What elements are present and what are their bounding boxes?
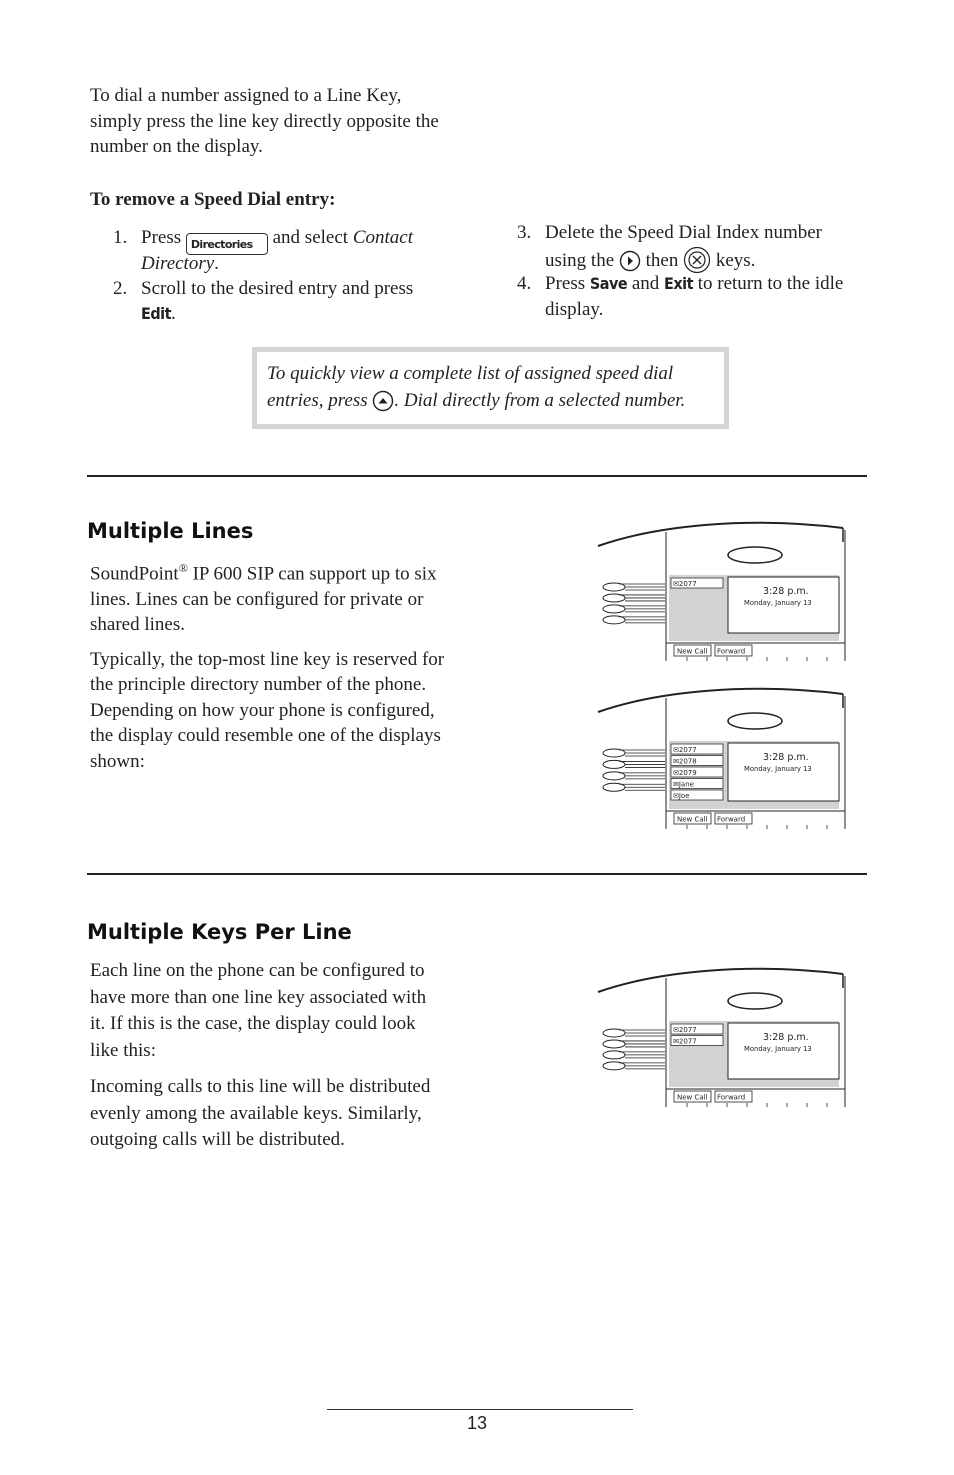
clock-date: Monday, January 13 xyxy=(744,1045,812,1053)
exit-softkey-label: Exit xyxy=(664,274,693,293)
body-text: Incoming calls to this line will be distributed xyxy=(90,1076,431,1097)
multiple-keys-text xyxy=(90,958,500,1154)
body-text: shared lines. xyxy=(90,614,185,636)
phone-housing-outline xyxy=(598,969,843,992)
intro-line: simply press the line key directly opposite the xyxy=(90,110,439,132)
step-text: then xyxy=(645,250,679,271)
phone-display-illustration xyxy=(595,964,847,1109)
body-text: like this: xyxy=(90,1039,156,1061)
logo-oval xyxy=(728,713,782,729)
softkey-label: Forward xyxy=(717,647,746,656)
step-text: . xyxy=(170,303,176,324)
step-text: keys. xyxy=(715,250,756,271)
clock-time: 3:28 p.m. xyxy=(763,1032,809,1043)
clock-time: 3:28 p.m. xyxy=(763,752,809,763)
phone-display-illustration xyxy=(595,518,847,663)
remove-speed-dial-heading: To remove a Speed Dial entry: xyxy=(90,189,336,210)
step-text: Press xyxy=(141,227,182,248)
softkey-label: Forward xyxy=(717,1093,746,1102)
logo-oval xyxy=(728,547,782,563)
line-key-lead xyxy=(619,750,665,756)
tip-line: entries, press xyxy=(267,390,368,411)
step-text: Press xyxy=(545,273,586,294)
phone-housing-outline xyxy=(598,689,843,712)
up-arrow-key-icon xyxy=(372,390,394,412)
line-label: ✉2078 xyxy=(673,757,697,766)
tip-line: To quickly view a complete list of assigned speed dial xyxy=(267,363,674,384)
step-text-italic: Contact xyxy=(352,227,413,248)
footer-rule xyxy=(327,1409,633,1410)
step-text: Scroll to the desired entry and press xyxy=(141,278,414,299)
line-key-lead xyxy=(619,606,665,612)
phone-housing-outline xyxy=(598,523,843,546)
softkey-label: New Call xyxy=(677,815,708,824)
softkey-label: New Call xyxy=(677,1093,708,1102)
step-text: using the xyxy=(545,250,615,271)
multiple-keys-heading: Multiple Keys Per Line xyxy=(87,920,352,944)
step-text: Delete the Speed Dial Index number xyxy=(545,222,822,243)
step-number: 3. xyxy=(517,222,532,243)
body-text: Each line on the phone can be configured to xyxy=(90,960,425,981)
line-key-lead xyxy=(619,584,665,590)
clock-date: Monday, January 13 xyxy=(744,599,812,607)
line-label: ✉2079 xyxy=(673,769,697,777)
body-text: the display could resemble one of the displays xyxy=(90,725,441,747)
line-key-lead xyxy=(619,1052,665,1058)
line-key-lead xyxy=(619,761,665,767)
line-key-lead xyxy=(619,617,665,623)
body-text: Depending on how your phone is configured, xyxy=(90,699,435,721)
body-text: shown: xyxy=(90,750,145,772)
line-label: ✉2077 xyxy=(673,746,697,754)
softkey-label: New Call xyxy=(677,647,708,656)
line-label: ✉Joe xyxy=(673,792,690,800)
line-key-lead xyxy=(619,1030,665,1036)
step-text: . xyxy=(214,253,219,274)
page-number: 13 xyxy=(466,1413,488,1433)
edit-softkey-label: Edit xyxy=(141,304,171,323)
section-divider xyxy=(87,475,867,477)
body-text: it. If this is the case, the display could look xyxy=(90,1013,416,1034)
line-key-lead xyxy=(619,773,665,779)
tip-line: . Dial directly from a selected number. xyxy=(394,390,686,411)
body-text: outgoing calls will be distributed. xyxy=(90,1129,345,1150)
registered-mark: ® xyxy=(178,561,188,575)
line-key-lead xyxy=(619,1063,665,1069)
step-text: and select xyxy=(272,227,349,248)
brand-name: SoundPoint xyxy=(90,563,179,585)
line-label: ✉2077 xyxy=(673,1026,697,1034)
body-text: Typically, the top-most line key is reserved for xyxy=(90,648,445,670)
section-divider xyxy=(87,873,867,875)
step-text: display. xyxy=(545,299,604,320)
intro-line: To dial a number assigned to a Line Key, xyxy=(90,85,402,106)
step-number: 4. xyxy=(517,273,532,294)
clock-date: Monday, January 13 xyxy=(744,765,812,773)
phone-display-illustration xyxy=(595,684,847,831)
line-label: ✉Jane xyxy=(673,780,694,789)
step-number: 1. xyxy=(113,227,128,248)
step-text: and xyxy=(631,273,660,294)
body-text: have more than one line key associated with xyxy=(90,986,427,1008)
multiple-lines-text xyxy=(90,556,490,774)
multiple-lines-heading: Multiple Lines xyxy=(87,519,254,543)
body-text: evenly among the available keys. Similarly, xyxy=(90,1102,422,1124)
remove-steps-right xyxy=(517,220,877,330)
step-number: 2. xyxy=(113,278,128,299)
softkey-label: Forward xyxy=(717,815,746,824)
save-softkey-label: Save xyxy=(589,274,628,293)
right-arrow-key-icon xyxy=(619,250,641,272)
clock-time: 3:28 p.m. xyxy=(763,586,809,597)
step-text: to return to the idle xyxy=(697,273,844,294)
line-key-lead xyxy=(619,784,665,790)
tip-note-box xyxy=(252,347,729,429)
line-label: ✉2077 xyxy=(673,1037,697,1046)
line-label: ✉2077 xyxy=(673,580,697,588)
body-text: lines. Lines can be configured for private or xyxy=(90,588,424,610)
intro-line: number on the display. xyxy=(90,136,263,157)
line-key-lead xyxy=(619,1041,665,1047)
remove-steps-left xyxy=(113,225,473,325)
delete-key-icon xyxy=(683,246,711,274)
line-key-lead xyxy=(619,595,665,601)
body-text: IP 600 SIP can support up to six xyxy=(187,563,437,585)
body-text: the principle directory number of the phone. xyxy=(90,674,427,696)
logo-oval xyxy=(728,993,782,1009)
directories-key-icon: Directories xyxy=(186,233,268,255)
intro-paragraph xyxy=(90,83,490,160)
step-text-italic: Directory xyxy=(141,253,215,274)
